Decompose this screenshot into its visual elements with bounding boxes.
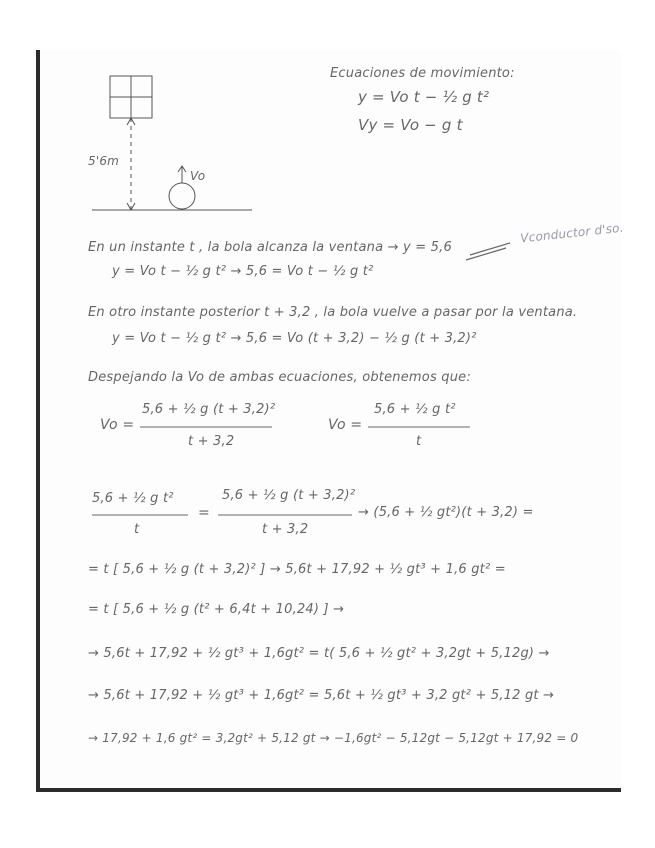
frac2-denominator: t: [416, 434, 422, 449]
derivation-line-e: → 17,92 + 1,6 gt² = 3,2gt² + 5,12 gt → −1,6gt² − 5,12gt − 5,12gt + 17,92 = 0: [88, 731, 579, 745]
frac3-numerator: 5,6 + ½ g t²: [92, 491, 174, 506]
ball: [169, 183, 195, 209]
position-equation: y = Vo t − ½ g t²: [358, 88, 490, 106]
frac4-denominator: t + 3,2: [262, 522, 309, 537]
velocity-equation: Vy = Vo − g t: [358, 116, 463, 134]
paragraph-2: En otro instante posterior t + 3,2 , la bola vuelve a pasar por la ventana.: [88, 305, 578, 320]
derivation-line-c: → 5,6t + 17,92 + ½ gt³ + 1,6gt² = t( 5,6 + ½ gt² + 3,2gt + 5,12g) →: [88, 646, 550, 661]
frac1-label: Vo =: [100, 417, 135, 433]
frac2-numerator: 5,6 + ½ g t²: [374, 402, 456, 417]
frac3-denominator: t: [134, 522, 140, 537]
frac1-numerator: 5,6 + ½ g (t + 3,2)²: [142, 402, 276, 417]
frac1-denominator: t + 3,2: [188, 434, 235, 449]
frac4-tail: → (5,6 + ½ gt²)(t + 3,2) =: [358, 505, 534, 520]
derivation-line-b: = t [ 5,6 + ½ g (t² + 6,4t + 10,24) ] →: [88, 602, 345, 617]
velocity-label: Vo: [190, 169, 206, 183]
height-label: 5'6m: [88, 154, 120, 168]
equation-1: y = Vo t − ½ g t² → 5,6 = Vo t − ½ g t²: [112, 264, 374, 279]
equations-title: Ecuaciones de movimiento:: [330, 66, 515, 81]
margin-note: Vconductor d'so.: [519, 220, 625, 246]
equation-2: y = Vo t − ½ g t² → 5,6 = Vo (t + 3,2) − ½ g (t + 3,2)²: [112, 331, 477, 346]
paragraph-3: Despejando la Vo de ambas ecuaciones, obtenemos que:: [88, 370, 471, 385]
frac2-label: Vo =: [328, 417, 363, 433]
derivation-line-d: → 5,6t + 17,92 + ½ gt³ + 1,6gt² = 5,6t + ½ gt³ + 3,2 gt² + 5,12 gt →: [88, 688, 555, 703]
equals-sign: =: [198, 505, 210, 521]
derivation-line-a: = t [ 5,6 + ½ g (t + 3,2)² ] → 5,6t + 17,92 + ½ gt³ + 1,6 gt² =: [88, 562, 506, 577]
frac4-numerator: 5,6 + ½ g (t + 3,2)²: [222, 488, 356, 503]
paragraph-1: En un instante t , la bola alcanza la ventana → y = 5,6: [88, 240, 452, 255]
